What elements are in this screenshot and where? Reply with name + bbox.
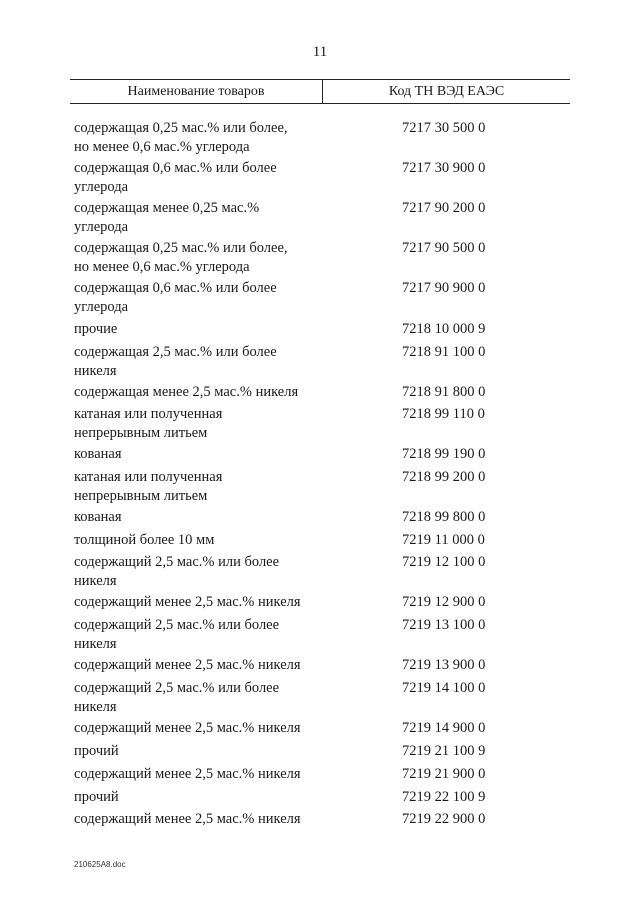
row-name: катаная или полученная непрерывным литьем: [74, 406, 223, 441]
row-code: 7219 13 900 0: [402, 657, 486, 673]
row-name: содержащая 0,25 мас.% или более, но менее 0,6 мас.% углерода: [74, 240, 288, 275]
row-name: содержащая 0,6 мас.% или более углерода: [74, 280, 277, 315]
row-code: 7219 13 100 0: [402, 617, 486, 633]
row-code: 7219 21 900 0: [402, 766, 486, 782]
row-code: 7219 12 100 0: [402, 554, 486, 570]
row-name: кованая: [74, 446, 122, 462]
row-code: 7219 11 000 0: [402, 532, 485, 548]
row-name: содержащий менее 2,5 мас.% никеля: [74, 657, 301, 673]
row-code: 7218 99 200 0: [402, 469, 486, 485]
row-name: содержащий менее 2,5 мас.% никеля: [74, 766, 301, 782]
row-code: 7218 99 110 0: [402, 406, 485, 422]
row-name: содержащий менее 2,5 мас.% никеля: [74, 594, 301, 610]
row-name: содержащая 0,6 мас.% или более углерода: [74, 160, 277, 195]
row-code: 7219 22 100 9: [402, 789, 486, 805]
row-code: 7217 30 500 0: [402, 120, 486, 136]
row-code: 7217 90 200 0: [402, 200, 486, 216]
row-name: содержащая менее 2,5 мас.% никеля: [74, 384, 299, 400]
row-code: 7218 99 190 0: [402, 446, 486, 462]
row-name: содержащий 2,5 мас.% или более никеля: [74, 617, 280, 652]
table-header: [70, 79, 570, 104]
column-header-code: Код ТН ВЭД ЕАЭС: [388, 84, 505, 99]
row-name: толщиной более 10 мм: [74, 532, 215, 548]
row-code: 7217 30 900 0: [402, 160, 486, 176]
row-name: прочий: [74, 743, 119, 759]
row-name: прочий: [74, 789, 119, 805]
row-code: 7219 21 100 9: [402, 743, 486, 759]
row-name: содержащая 0,25 мас.% или более, но менее 0,6 мас.% углерода: [74, 120, 288, 155]
row-code: 7217 90 900 0: [402, 280, 486, 296]
row-name: содержащий 2,5 мас.% или более никеля: [74, 554, 280, 589]
row-code: 7218 10 000 9: [402, 321, 486, 337]
document-filename: 210625A8.doc: [74, 860, 126, 869]
row-code: 7217 90 500 0: [402, 240, 486, 256]
row-code: 7219 22 900 0: [402, 811, 486, 827]
row-code: 7218 91 100 0: [402, 344, 486, 360]
row-name: содержащая 2,5 мас.% или более никеля: [74, 344, 277, 379]
row-name: содержащий менее 2,5 мас.% никеля: [74, 811, 301, 827]
row-name: катаная или полученная непрерывным литьем: [74, 469, 223, 504]
row-name: содержащий 2,5 мас.% или более никеля: [74, 680, 280, 715]
row-code: 7219 14 900 0: [402, 720, 486, 736]
column-header-name: Наименование товаров: [127, 84, 265, 99]
row-code: 7218 91 800 0: [402, 384, 486, 400]
row-code: 7218 99 800 0: [402, 509, 486, 525]
row-code: 7219 12 900 0: [402, 594, 486, 610]
row-name: содержащий менее 2,5 мас.% никеля: [74, 720, 301, 736]
row-name: прочие: [74, 321, 118, 337]
row-name: содержащая менее 0,25 мас.% углерода: [74, 200, 260, 235]
row-name: кованая: [74, 509, 122, 525]
row-code: 7219 14 100 0: [402, 680, 486, 696]
page-number: 11: [312, 44, 328, 60]
